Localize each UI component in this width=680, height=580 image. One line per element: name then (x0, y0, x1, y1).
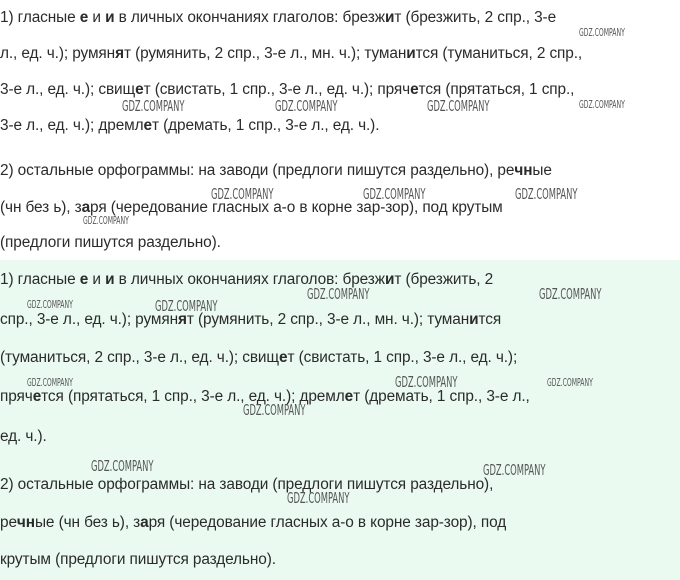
highlighted-letter: и (469, 311, 479, 328)
highlighted-letter: я (115, 45, 124, 62)
highlighted-letter: е (143, 117, 152, 134)
text-segment: ые (чн без ь), з (34, 514, 141, 531)
text-segment: т (дремать, 1 спр., 3-е л., (353, 388, 530, 405)
watermark: GDZ.COMPANY (91, 457, 154, 475)
text-segment: тся (туманиться, 2 спр., (415, 45, 583, 62)
highlighted-letter: и (105, 271, 115, 288)
text-segment: тся (прятаться, 1 спр., 3-е л., ед. ч.); дремл (41, 388, 345, 405)
watermark: GDZ.COMPANY (27, 376, 73, 389)
watermark: GDZ.COMPANY (275, 97, 338, 115)
text-segment: в личных окончаниях глаголов: брезж (114, 271, 385, 288)
text-line (0, 349, 517, 367)
text-segment: (предлоги пишутся раздельно). (0, 234, 221, 251)
highlighted-letter: е (344, 388, 354, 405)
highlighted-letter: е (79, 9, 89, 26)
text-segment: 2) остальные орфограммы: на заводи (предлоги пишутся раздельно), (0, 476, 494, 493)
text-segment: 3-е л., ед. ч.); дремл (0, 117, 144, 134)
text-segment: и (88, 9, 106, 26)
watermark: GDZ.COMPANY (579, 98, 625, 111)
watermark: GDZ.COMPANY (83, 214, 129, 227)
highlighted-letter: и (105, 9, 115, 26)
highlighted-letter: и (384, 271, 395, 288)
highlighted-letter: е (410, 81, 419, 98)
text-segment: ед. ч.). (0, 428, 47, 445)
text-segment: ря (чередование гласных а-о в корне зар-зор), под (148, 514, 507, 531)
text-line (0, 428, 47, 446)
watermark: GDZ.COMPANY (547, 376, 593, 389)
highlighted-letter: е (32, 388, 42, 405)
watermark: GDZ.COMPANY (579, 26, 625, 39)
text-segment: и (88, 271, 106, 288)
text-line (0, 9, 556, 27)
text-line (0, 388, 530, 406)
text-segment: т (румянить, 2 спр., 3-е л., мн. ч.); туман (186, 311, 470, 328)
watermark: GDZ.COMPANY (211, 185, 274, 203)
text-segment: 2) остальные орфограммы: на заводи (предлоги пишутся раздельно), ре (0, 162, 515, 179)
text-line (0, 234, 221, 252)
text-segment: ря (чередование гласных а-о в корне зар-зор), под крутым (90, 199, 503, 216)
text-segment: 1) гласные (0, 9, 80, 26)
text-segment: л., ед. ч.); румян (0, 45, 116, 62)
text-line (0, 117, 379, 135)
text-segment: т (брезжить, 2 (394, 271, 494, 288)
text-segment: т (свистать, 1 спр., 3-е л., ед. ч.); (287, 349, 518, 366)
text-segment: тся (прятаться, 1 спр., (418, 81, 575, 98)
text-segment: т (румянить, 2 спр., 3-е л., мн. ч.); туман (123, 45, 407, 62)
text-line (0, 271, 493, 289)
text-line (0, 81, 574, 99)
text-segment: пряч (0, 388, 33, 405)
text-segment: в личных окончаниях глаголов: брезж (114, 9, 385, 26)
answer-block-2 (0, 260, 680, 580)
text-segment: крутым (предлоги пишутся раздельно). (0, 551, 276, 568)
watermark: GDZ.COMPANY (287, 489, 350, 507)
watermark: GDZ.COMPANY (27, 298, 73, 311)
highlighted-letter: и (384, 9, 395, 26)
watermark: GDZ.COMPANY (395, 373, 458, 391)
watermark: GDZ.COMPANY (363, 185, 426, 203)
text-line (0, 45, 582, 63)
highlighted-letter: е (279, 349, 288, 366)
watermark: GDZ.COMPANY (427, 97, 490, 115)
text-line (0, 551, 276, 569)
text-segment: спр., 3-е л., ед. ч.); румян (0, 311, 178, 328)
text-line (0, 476, 493, 494)
text-segment: 1) гласные (0, 271, 80, 288)
text-line (0, 311, 501, 329)
text-segment: (туманиться, 2 спр., 3-е л., ед. ч.); свищ (0, 349, 279, 366)
highlighted-letter: чн (514, 162, 533, 179)
text-line (0, 199, 503, 217)
watermark: GDZ.COMPANY (483, 461, 546, 479)
watermark: GDZ.COMPANY (307, 285, 370, 303)
highlighted-letter: а (140, 514, 149, 531)
highlighted-letter: е (135, 81, 144, 98)
text-segment: ые (532, 162, 552, 179)
highlighted-letter: чн (16, 514, 35, 531)
highlighted-letter: а (81, 199, 91, 216)
text-segment: (чн без ь), з (0, 199, 82, 216)
answer-block-1 (0, 0, 680, 260)
text-segment: ре (0, 514, 17, 531)
text-segment: т (дремать, 1 спр., 3-е л., ед. ч.). (151, 117, 380, 134)
highlighted-letter: е (79, 271, 89, 288)
watermark: GDZ.COMPANY (243, 401, 306, 419)
highlighted-letter: я (178, 311, 187, 328)
watermark: GDZ.COMPANY (155, 297, 218, 315)
text-segment: т (брезжить, 2 спр., 3-е (394, 9, 557, 26)
highlighted-letter: и (406, 45, 416, 62)
text-segment: 3-е л., ед. ч.); свищ (0, 81, 136, 98)
watermark: GDZ.COMPANY (122, 97, 185, 115)
text-segment: тся (478, 311, 502, 328)
watermark: GDZ.COMPANY (515, 185, 578, 203)
text-line (0, 514, 506, 532)
text-segment: т (свистать, 1 спр., 3-е л., ед. ч.); пряч (143, 81, 411, 98)
watermark: GDZ.COMPANY (539, 285, 602, 303)
text-line (0, 162, 552, 180)
